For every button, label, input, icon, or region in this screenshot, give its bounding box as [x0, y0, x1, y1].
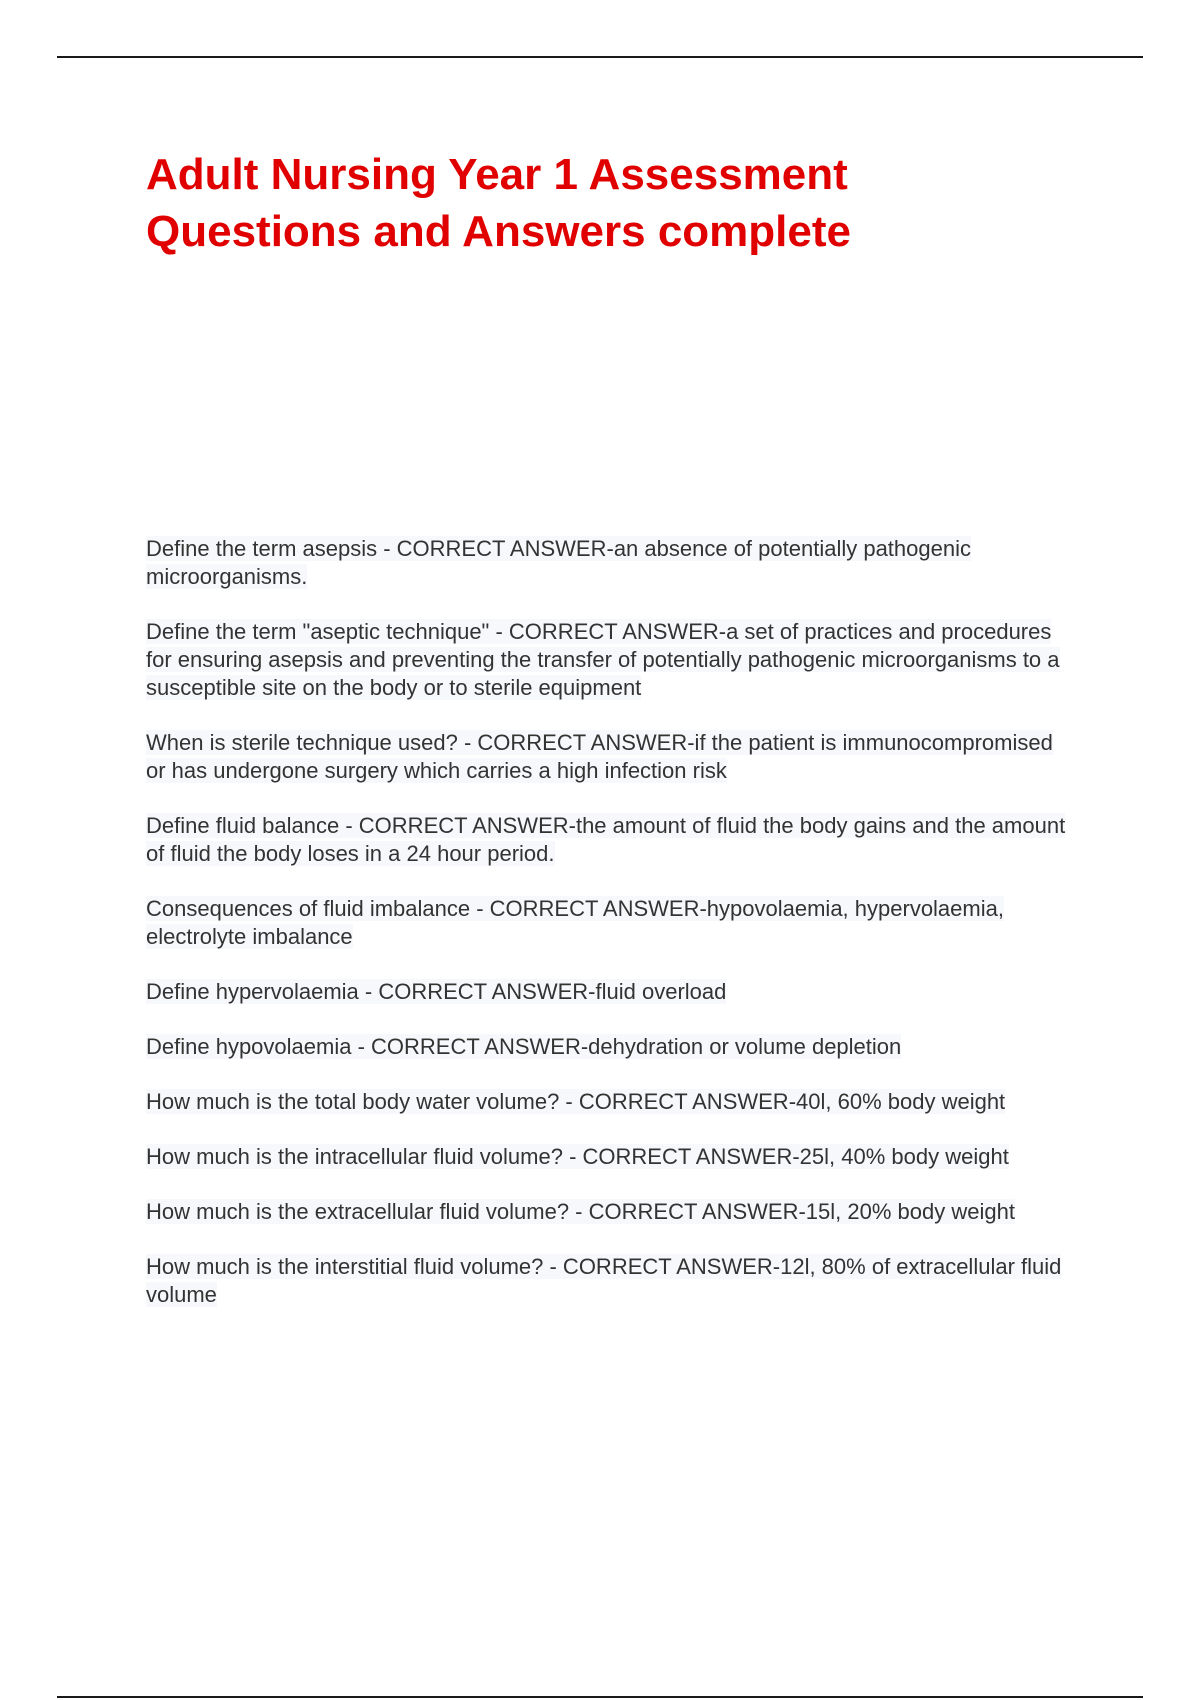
qa-item — [146, 895, 1076, 951]
qa-item — [146, 1253, 1076, 1309]
qa-text: How much is the extracellular fluid volume? - CORRECT ANSWER-15l, 20% body weight — [146, 1199, 1015, 1224]
qa-text: How much is the interstitial fluid volume? - CORRECT ANSWER-12l, 80% of extracellular fluid volume — [146, 1254, 1062, 1307]
bottom-divider — [57, 1696, 1143, 1698]
qa-item — [146, 729, 1076, 785]
qa-text: How much is the total body water volume? - CORRECT ANSWER-40l, 60% body weight — [146, 1089, 1006, 1114]
qa-item — [146, 618, 1076, 702]
qa-list — [146, 535, 1076, 1309]
qa-item — [146, 1088, 1076, 1116]
qa-item — [146, 1143, 1076, 1171]
qa-item — [146, 535, 1076, 591]
qa-text: Define the term "aseptic technique" - CORRECT ANSWER-a set of practices and procedures for ensuring asepsis and preventing the transfer of potentially pathogenic microorganisms to a susceptible site on the body or to sterile equipment — [146, 619, 1060, 700]
qa-text: Define hypovolaemia - CORRECT ANSWER-dehydration or volume depletion — [146, 1034, 902, 1059]
qa-text: Define fluid balance - CORRECT ANSWER-the amount of fluid the body gains and the amount of fluid the body loses in a 24 hour period. — [146, 813, 1066, 866]
qa-item — [146, 1033, 1076, 1061]
qa-text: When is sterile technique used? - CORRECT ANSWER-if the patient is immunocompromised or has undergone surgery which carries a high infection risk — [146, 730, 1053, 783]
qa-text: Consequences of fluid imbalance - CORRECT ANSWER-hypovolaemia, hypervolaemia, electrolyte imbalance — [146, 896, 1004, 949]
top-divider — [57, 56, 1143, 58]
document-title: Adult Nursing Year 1 Assessment Questions and Answers complete — [146, 150, 851, 256]
qa-item — [146, 978, 1076, 1006]
qa-text: Define the term asepsis - CORRECT ANSWER-an absence of potentially pathogenic microorganisms. — [146, 536, 971, 589]
qa-item — [146, 812, 1076, 868]
qa-text: Define hypervolaemia - CORRECT ANSWER-fluid overload — [146, 979, 727, 1004]
qa-item — [146, 1198, 1076, 1226]
qa-text: How much is the intracellular fluid volume? - CORRECT ANSWER-25l, 40% body weight — [146, 1144, 1009, 1169]
